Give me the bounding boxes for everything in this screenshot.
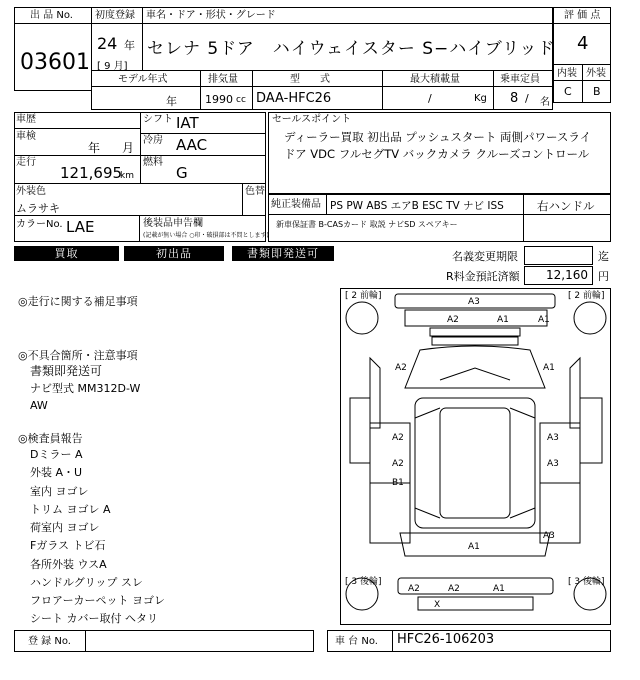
history-label: 車歴: [16, 114, 36, 125]
mark-rear-panel: X: [434, 600, 441, 610]
car-diagram: [340, 288, 611, 625]
mileage: 121,695: [60, 164, 123, 182]
ac: AAC: [176, 136, 208, 154]
mark-door-rl: A2: [392, 459, 404, 469]
mark-rear-bumper-right: A1: [493, 584, 505, 594]
chassis-label: 車 台 No.: [335, 636, 378, 647]
lot-no: 03601: [20, 50, 90, 75]
windshield-wiper-shape: [432, 337, 518, 345]
capacity: 8: [510, 91, 519, 106]
genuine-label: 純正装備品: [271, 199, 321, 210]
max-load-unit: Kg: [474, 93, 487, 104]
defects-title: ◎不具合箇所・注意事項: [18, 349, 138, 362]
fuel: G: [176, 164, 188, 182]
exterior-grade: B: [593, 85, 601, 98]
shift: IAT: [176, 114, 199, 132]
shaken-month-unit: 月: [122, 141, 135, 155]
interior-label: 内装: [557, 68, 577, 79]
fuel-label: 燃料: [143, 157, 163, 168]
inspector-line: 室内 ヨゴレ: [30, 485, 89, 498]
mark-hood-center: A1: [497, 315, 509, 325]
inspector-line: フロアーカーペット ヨゴレ: [30, 594, 165, 607]
lot-no-label: 出 品 No.: [30, 10, 73, 21]
mileage-unit: km: [120, 171, 134, 181]
recycle-label: R料金預託済額: [446, 270, 520, 283]
rear-right-tag: [ 3 後輪]: [568, 577, 605, 587]
chassis-no: HFC26-106203: [397, 632, 495, 647]
mark-rear-bumper-center: A2: [448, 584, 460, 594]
mark-tailgate: A1: [468, 542, 480, 552]
shaken-year-unit: 年: [88, 141, 101, 155]
model-label: 型 式: [290, 74, 330, 85]
wheel-fl: [346, 302, 378, 334]
front-left-tag: [ 2 前輪]: [345, 291, 382, 301]
mark-hood-right: A1: [538, 315, 550, 325]
max-load: /: [428, 92, 432, 105]
inspector-line: シート カバー取付 ヘタリ: [30, 612, 158, 625]
defect-line: ナビ型式 MM312D-W: [30, 382, 141, 395]
color-label: 外装色: [16, 186, 46, 197]
mark-hood-left: A2: [447, 315, 459, 325]
mileage-label: 走行: [16, 157, 36, 168]
color: ムラサキ: [16, 202, 60, 215]
inspector-line: 荷室内 ヨゴレ: [30, 521, 100, 534]
grade-value: 4: [577, 33, 589, 54]
displacement: 1990: [205, 93, 233, 106]
capacity-sep: /: [525, 92, 529, 105]
car-name-label: 車名・ドア・形状・グレード: [146, 10, 276, 21]
mark-door-fl: A2: [392, 433, 404, 443]
grade-label: 評 価 点: [564, 10, 601, 21]
mark-front-bumper: A3: [468, 297, 480, 307]
wheel-fr: [574, 302, 606, 334]
mark-door-fr: A3: [547, 433, 559, 443]
model-year-label: モデル年式: [118, 74, 168, 85]
car-name: セレナ 5ドア ハイウェイスター S−ハイブリッド: [147, 39, 556, 59]
color-no-label: カラーNo.: [16, 219, 63, 230]
grille-shape: [430, 328, 520, 336]
tag-kaitori: 買取: [14, 246, 119, 261]
inspector-line: トリム ヨゴレ A: [30, 503, 111, 516]
capacity-unit: 名: [540, 97, 550, 108]
reg-no-label: 登 録 No.: [28, 636, 71, 647]
first-reg-month: [ 9 月]: [97, 61, 128, 72]
mark-front-fender-right: A1: [543, 363, 555, 373]
recycle-unit: 円: [598, 270, 609, 283]
steering: 右ハンドル: [537, 199, 595, 213]
inspector-line: 外装 A・U: [30, 466, 83, 479]
max-load-label: 最大積載量: [410, 74, 460, 85]
rear-left-tag: [ 3 後輪]: [345, 577, 382, 587]
color-change-label: 色替: [245, 186, 265, 197]
mark-front-fender-left: A2: [395, 363, 407, 373]
shift-label: シフト: [143, 114, 173, 125]
aftermarket-label: 後装品申告欄: [143, 218, 203, 229]
color-no: LAE: [66, 218, 95, 236]
sales-points-line2: ドア VDC フルセグTV バックカメラ クルーズコントロール: [284, 147, 590, 161]
sales-points-line1: ディーラー買取 初出品 プッシュスタート 両側パワースライ: [284, 130, 592, 144]
new-car-docs: 新車保証書 B-CASカード 取説 ナビSD スペアキー: [276, 220, 458, 229]
shaken-label: 車検: [16, 131, 36, 142]
first-reg-year: 24: [97, 34, 118, 53]
inspector-title: ◎検査員報告: [18, 432, 83, 445]
mark-rear-fender-right: A3: [543, 531, 555, 541]
sales-points-label: セールスポイント: [272, 114, 352, 125]
aftermarket-note: (記載が無い場合 ○印・破損部は不問とします): [143, 232, 269, 239]
tag-first-listing: 初出品: [124, 246, 224, 261]
inspector-line: ハンドルグリップ スレ: [30, 576, 143, 589]
inspector-line: Fガラス トビ石: [30, 539, 106, 552]
mark-rocker-left: B1: [392, 478, 404, 488]
ac-label: 冷房: [143, 135, 163, 146]
interior-grade: C: [564, 85, 572, 98]
recycle-amount: 12,160: [546, 268, 588, 282]
inspector-line: Dミラー A: [30, 448, 83, 461]
name-change-deadline-label: 名義変更期限: [452, 250, 518, 263]
displacement-label: 排気量: [208, 74, 238, 85]
displacement-unit: cc: [236, 95, 246, 105]
genuine-equipment: PS PW ABS エアB ESC TV ナビ ISS: [330, 200, 504, 212]
hood-shape: [405, 310, 547, 326]
rear-bumper-shape: [398, 578, 553, 594]
model-year-unit: 年: [166, 95, 177, 108]
exterior-label: 外装: [586, 68, 606, 79]
front-right-tag: [ 2 前輪]: [568, 291, 605, 301]
inspector-line: 各所外装 ウスA: [30, 558, 107, 571]
mark-door-rr: A3: [547, 459, 559, 469]
mark-rear-bumper-left: A2: [408, 584, 420, 594]
roof-shape: [440, 408, 510, 518]
model: DAA-HFC26: [256, 91, 332, 106]
first-reg-year-unit: 年: [124, 39, 135, 52]
supplement-title: ◎走行に関する補足事項: [18, 295, 138, 308]
defect-line: AW: [30, 399, 48, 412]
name-change-deadline-unit: 迄: [598, 250, 609, 263]
tag-documents: 書類即発送可: [232, 246, 334, 261]
name-change-deadline-box: [524, 246, 593, 265]
capacity-label: 乗車定員: [500, 74, 540, 85]
first-reg-label: 初度登録: [95, 10, 135, 21]
defect-line: 書類即発送可: [30, 364, 103, 378]
